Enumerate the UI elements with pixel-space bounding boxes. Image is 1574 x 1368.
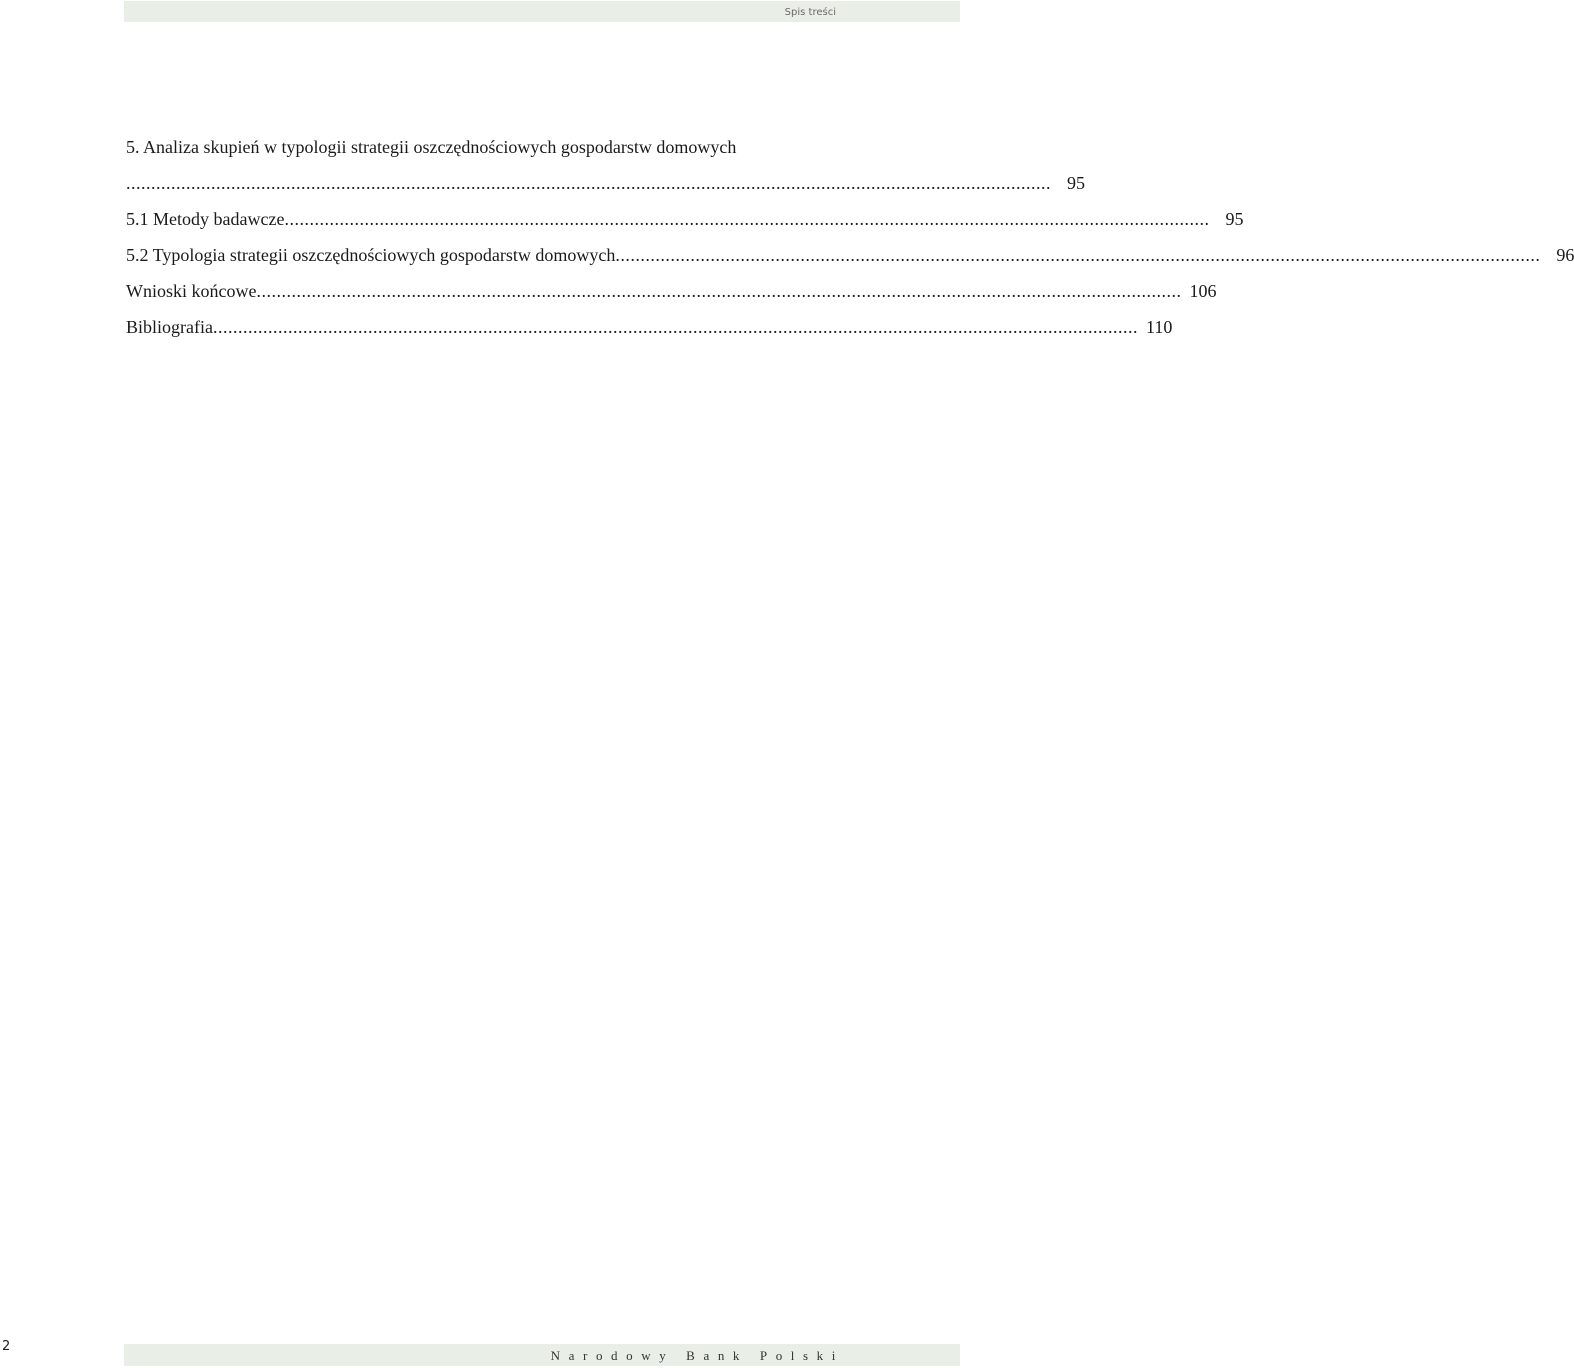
toc-leader-dots: ......................................................................................................................................................................................... <box>126 173 1051 193</box>
toc-leader-dots: ......................................................................................................................................................................................... <box>615 245 1541 265</box>
toc-entry-page: 95 <box>1067 173 1085 193</box>
toc-entry-title: 5.1 Metody badawcze <box>126 209 285 229</box>
toc-entry-title: 5.2 Typologia strategii oszczędnościowych gospodarstw domowych <box>126 245 616 265</box>
toc-entry-page: 110 <box>1145 317 1173 337</box>
toc-leader-dots: ......................................................................................................................................................................................... <box>256 281 1182 301</box>
toc-entry-heading[interactable] <box>126 134 836 170</box>
toc-leader-dots: ......................................................................................................................................................................................... <box>212 317 1138 337</box>
toc-entry-title: Bibliografia <box>126 317 213 337</box>
toc-leader-dots: ......................................................................................................................................................................................... <box>284 209 1210 229</box>
toc-entry[interactable] <box>126 314 1173 350</box>
toc-entry[interactable] <box>126 278 1217 314</box>
toc-entry-page: 96 <box>1556 245 1574 265</box>
toc-entry-title: 5. Analiza skupień w typologii strategii oszczędnościowych gospodarstw domowych <box>126 137 737 157</box>
toc-entry-title: Wnioski końcowe <box>126 281 257 301</box>
toc-entry-page: 106 <box>1189 281 1217 301</box>
publisher-name: Narodowy Bank Polski <box>550 1348 844 1363</box>
toc-entry-continuation[interactable] <box>126 170 1085 206</box>
running-header-title: Spis treści <box>784 7 836 18</box>
toc-entry-page: 95 <box>1225 209 1244 229</box>
table-of-contents <box>126 134 1574 350</box>
toc-entry[interactable] <box>126 242 1574 278</box>
toc-entry[interactable] <box>126 206 1244 242</box>
page-number: 2 <box>2 1339 11 1354</box>
